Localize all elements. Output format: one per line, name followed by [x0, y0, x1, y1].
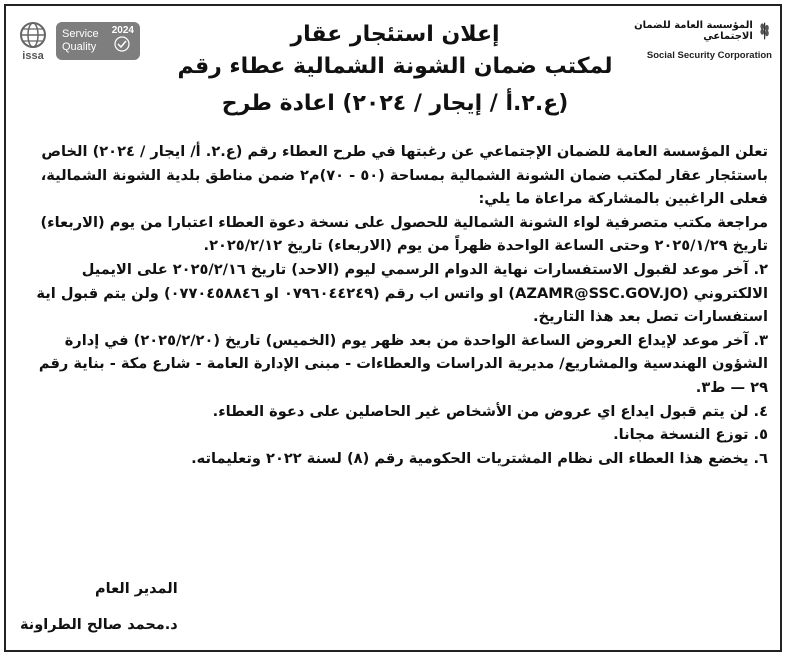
item-2: ٢. آخر موعد لقبول الاستفسارات نهاية الدوام الرسمي ليوم (الاحد) تاريخ ٢٠٢٥/٢/١٦ على الايميل الالكتروني (AZAMR@SSC.GOV.JO) او واتس اب رقم (٠٧٩٦٠٤٤٢٤٩ او ٠٧٧٠٤٥٨٨٤٦) ولن يتم قبول اية استفسارات تصل بعد هذا التاريخ.: [36, 260, 768, 326]
intro-paragraph: تعلن المؤسسة العامة للضمان الإجتماعي عن رغبتها في طرح العطاء رقم (ع.٢. أ/ ايجار / ٢٠٢٤) الخاص باستئجار عقار لمكتب ضمان الشونة الشمالية بمساحة (٥٠ - ٧٠)م٢ ضمن مناطق بلدية الشونة الشمالية، فعلى الراغبين بالمشاركة مراعاة ما يلي:: [40, 143, 768, 208]
ssc-logo: [622, 18, 772, 78]
signature-title: المدير العام: [95, 581, 178, 597]
title-line-2: لمكتب ضمان الشونة الشمالية عطاء رقم: [177, 54, 613, 79]
announcement-body: [18, 140, 768, 470]
checkmark-icon: [112, 36, 132, 52]
item-3: ٣. آخر موعد لإيداع العروض الساعة الواحدة من بعد ظهر يوم (الخميس) تاريخ (٢٠٢٥/٢/٢٠) في إدارة الشؤون الهندسية والمشاريع/ مديرية الدراسات والعطاءات - مبنى الإدارة العامة - شارع مكة - بناية رقم ٢٩ — ط٣.: [38, 331, 768, 396]
org-name-en: Social Security Corporation: [646, 50, 772, 61]
org-name-ar: المؤسسة العامة للضمان الاجتماعي: [634, 20, 753, 42]
quality-logos: [18, 20, 140, 62]
service-quality-badge: [56, 22, 140, 60]
issa-logo: [18, 20, 48, 62]
badge-line2: Quality: [62, 41, 97, 53]
item-4: ٤. لن يتم قبول ايداع اي عروض من الأشخاص غير الحاصلين على دعوة العطاء.: [212, 402, 768, 420]
globe-icon: [18, 20, 48, 50]
title-line-1: إعلان استئجار عقار: [290, 22, 500, 47]
badge-year: 2024: [111, 25, 134, 36]
title-line-3: (ع.٢.أ / إيجار / ٢٠٢٤) اعادة طرح: [221, 91, 569, 116]
announcement-titles: [156, 20, 634, 124]
signature-block: [20, 578, 178, 650]
badge-line1: Service: [62, 28, 99, 40]
issa-text: issa: [22, 50, 44, 62]
item-5: ٥. توزع النسخة مجانا.: [613, 426, 768, 444]
announcement-frame: [4, 4, 782, 652]
signature-name: د.محمد صالح الطراونة: [20, 617, 178, 633]
item-6: ٦. يخضع هذا العطاء الى نظام المشتريات الحكومية رقم (٨) لسنة ٢٠٢٢ وتعليماته.: [191, 449, 768, 467]
wheat-icon: [757, 18, 772, 44]
item-1: مراجعة مكتب متصرفية لواء الشونة الشمالية للحصول على نسخة دعوة العطاء اعتبارا من يوم (الاربعاء) تاريخ ٢٠٢٥/١/٢٩ وحتى الساعة الواحدة ظهراً من يوم (الاربعاء) تاريخ ٢٠٢٥/٢/١٢.: [40, 213, 768, 255]
